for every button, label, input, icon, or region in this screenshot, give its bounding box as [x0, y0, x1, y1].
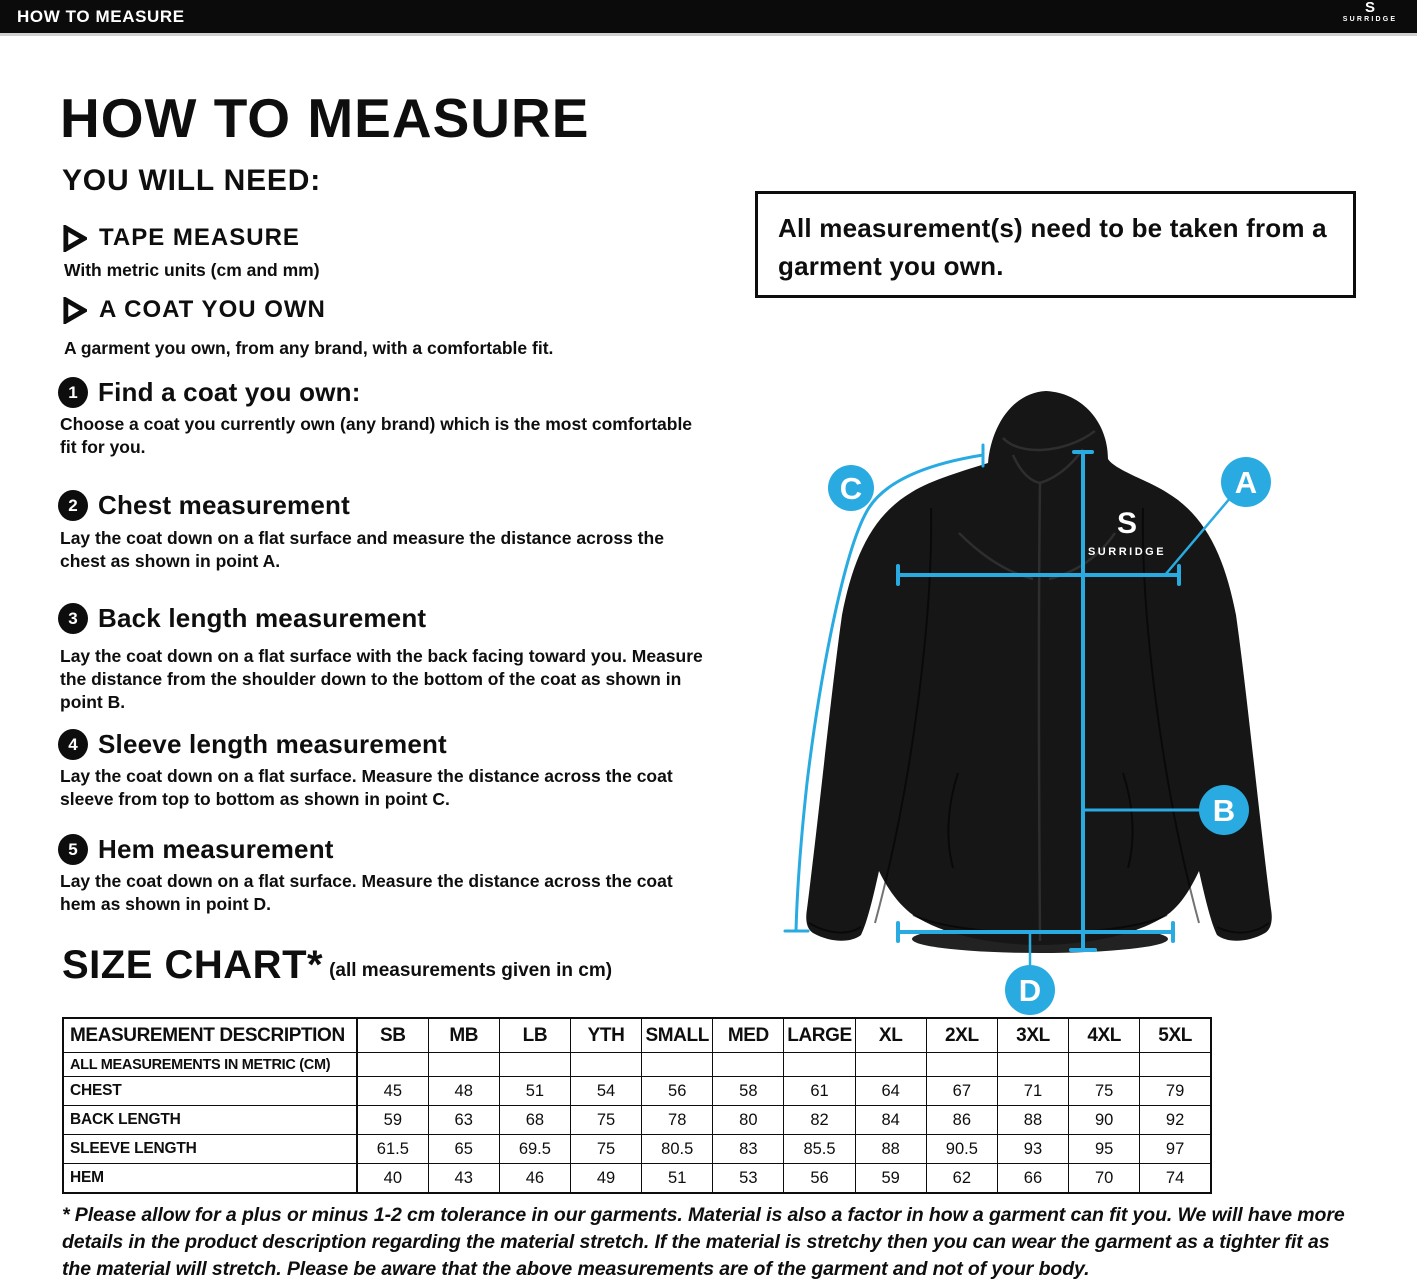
table-cell: 80: [713, 1106, 784, 1135]
need-label: TAPE MEASURE: [99, 224, 300, 251]
topbar: [0, 0, 1417, 36]
surridge-logo: [1335, 1, 1405, 24]
step-1: [58, 377, 361, 408]
table-cell: [713, 1053, 784, 1077]
table-header-cell: 5XL: [1140, 1018, 1211, 1053]
table-header-cell: 4XL: [1069, 1018, 1140, 1053]
table-cell: 45: [357, 1077, 428, 1106]
svg-text:B: B: [1212, 793, 1236, 828]
table-row: [63, 1106, 1211, 1135]
table-cell: [784, 1053, 855, 1077]
step-2: [58, 490, 350, 521]
table-header-cell: XL: [855, 1018, 926, 1053]
table-cell: 61: [784, 1077, 855, 1106]
table-header-cell: MED: [713, 1018, 784, 1053]
step-number-badge: 2: [58, 490, 88, 521]
table-cell: 92: [1140, 1106, 1211, 1135]
play-triangle-icon: [62, 297, 87, 324]
table-header-cell: LARGE: [784, 1018, 855, 1053]
table-header-cell: MEASUREMENT DESCRIPTION: [63, 1018, 357, 1053]
table-row: [63, 1077, 1211, 1106]
size-chart-title: SIZE CHART*: [62, 943, 324, 987]
size-chart-subtitle: (all measurements given in cm): [329, 960, 613, 981]
need-item-tape-measure: [62, 224, 300, 252]
table-cell: 85.5: [784, 1135, 855, 1164]
table-cell: 70: [1069, 1164, 1140, 1194]
table-cell: 71: [997, 1077, 1068, 1106]
table-cell: 54: [570, 1077, 641, 1106]
step-body: Choose a coat you currently own (any brand) which is the most comfortable fit for you.: [60, 414, 693, 457]
step-body: Lay the coat down on a flat surface and measure the distance across the chest as shown in point A.: [60, 528, 664, 571]
table-row-label: BACK LENGTH: [63, 1106, 357, 1135]
topbar-title: HOW TO MEASURE: [17, 7, 185, 26]
table-cell: 78: [642, 1106, 713, 1135]
table-cell: [997, 1053, 1068, 1077]
table-cell: 75: [570, 1135, 641, 1164]
callout-c-badge: [828, 465, 874, 511]
footnote: * Please allow for a plus or minus 1-2 cm tolerance in our garments. Material is also a factor in how a garment can fit you. We will have more details in the product description regarding the material stretch. If the material is stretchy then you can wear the garment as a tighter fit as the material will stretch. Please be aware that the above measurements are of the garment and not of your body.: [62, 1204, 1345, 1280]
table-cell: 79: [1140, 1077, 1211, 1106]
surridge-wordmark: SURRIDGE: [1087, 546, 1167, 558]
note-box: All measurement(s) need to be taken from a garment you own.: [755, 191, 1356, 298]
table-cell: 88: [855, 1135, 926, 1164]
table-row-label: SLEEVE LENGTH: [63, 1135, 357, 1164]
table-cell: 58: [713, 1077, 784, 1106]
table-row-label: HEM: [63, 1164, 357, 1194]
table-cell: 48: [428, 1077, 499, 1106]
jacket-figure: [763, 383, 1311, 1015]
table-cell: 67: [926, 1077, 997, 1106]
table-cell: [855, 1053, 926, 1077]
table-header-cell: LB: [499, 1018, 570, 1053]
table-cell: 64: [855, 1077, 926, 1106]
table-cell: 43: [428, 1164, 499, 1194]
table-header-cell: SB: [357, 1018, 428, 1053]
table-cell: 86: [926, 1106, 997, 1135]
table-cell: [642, 1053, 713, 1077]
table-cell: 51: [642, 1164, 713, 1194]
table-cell: 84: [855, 1106, 926, 1135]
step-5: [58, 834, 334, 865]
table-cell: [570, 1053, 641, 1077]
table-cell: 75: [570, 1106, 641, 1135]
table-header-cell: MB: [428, 1018, 499, 1053]
table-row-label: CHEST: [63, 1077, 357, 1106]
svg-text:A: A: [1234, 465, 1258, 500]
table-cell: 68: [499, 1106, 570, 1135]
page-title: HOW TO MEASURE: [60, 87, 590, 149]
step-4: [58, 729, 447, 760]
table-cell: 95: [1069, 1135, 1140, 1164]
step-title: Hem measurement: [98, 834, 334, 864]
table-cell: 53: [713, 1164, 784, 1194]
step-body: Lay the coat down on a flat surface. Measure the distance across the coat hem as shown in point D.: [60, 871, 673, 914]
table-header-cell: 2XL: [926, 1018, 997, 1053]
need-label: A COAT YOU OWN: [99, 296, 326, 323]
size-table: [62, 1017, 1212, 1194]
table-cell: 63: [428, 1106, 499, 1135]
table-cell: [428, 1053, 499, 1077]
step-body: Lay the coat down on a flat surface. Measure the distance across the coat sleeve from top to bottom as shown in point C.: [60, 766, 673, 809]
table-header-cell: SMALL: [642, 1018, 713, 1053]
step-number-badge: 3: [58, 603, 88, 634]
table-cell: 56: [784, 1164, 855, 1194]
table-cell: 80.5: [642, 1135, 713, 1164]
table-cell: 46: [499, 1164, 570, 1194]
step-number-badge: 5: [58, 834, 88, 865]
svg-text:D: D: [1018, 973, 1042, 1008]
callout-b-badge: [1199, 785, 1249, 835]
need-desc: A garment you own, from any brand, with a comfortable fit.: [64, 338, 554, 358]
table-cell: 49: [570, 1164, 641, 1194]
table-cell: 69.5: [499, 1135, 570, 1164]
step-number-badge: 4: [58, 729, 88, 760]
table-row-label: ALL MEASUREMENTS IN METRIC (CM): [63, 1053, 357, 1077]
table-row: [63, 1135, 1211, 1164]
table-header-cell: 3XL: [997, 1018, 1068, 1053]
table-cell: 59: [357, 1106, 428, 1135]
step-title: Find a coat you own:: [98, 377, 361, 407]
step-title: Back length measurement: [98, 603, 427, 633]
table-cell: 75: [1069, 1077, 1140, 1106]
step-number-badge: 1: [58, 377, 88, 408]
surridge-s-icon: S: [1116, 507, 1138, 540]
table-cell: 82: [784, 1106, 855, 1135]
callout-d-badge: [1005, 965, 1055, 1015]
need-item-coat: [62, 296, 326, 324]
play-triangle-icon: [62, 225, 87, 252]
table-header-cell: YTH: [570, 1018, 641, 1053]
table-cell: 83: [713, 1135, 784, 1164]
step-title: Chest measurement: [98, 490, 350, 520]
table-cell: 97: [1140, 1135, 1211, 1164]
table-cell: [499, 1053, 570, 1077]
table-row: [63, 1053, 1211, 1077]
step-3: [58, 603, 426, 634]
surridge-s-icon: S: [1364, 0, 1375, 16]
table-header-row: [63, 1018, 1211, 1053]
table-cell: [1069, 1053, 1140, 1077]
table-cell: 61.5: [357, 1135, 428, 1164]
you-will-need-heading: YOU WILL NEED:: [62, 164, 321, 197]
table-cell: [1140, 1053, 1211, 1077]
table-row: [63, 1164, 1211, 1194]
table-cell: 93: [997, 1135, 1068, 1164]
table-cell: 66: [997, 1164, 1068, 1194]
table-cell: 88: [997, 1106, 1068, 1135]
table-cell: 62: [926, 1164, 997, 1194]
table-cell: 90.5: [926, 1135, 997, 1164]
table-cell: 74: [1140, 1164, 1211, 1194]
table-cell: 59: [855, 1164, 926, 1194]
table-cell: [926, 1053, 997, 1077]
table-cell: 51: [499, 1077, 570, 1106]
table-cell: 65: [428, 1135, 499, 1164]
table-cell: 40: [357, 1164, 428, 1194]
step-body: Lay the coat down on a flat surface with the back facing toward you. Measure the distance from the shoulder down to the bottom of the coat as shown in point B.: [60, 646, 703, 712]
table-cell: [357, 1053, 428, 1077]
need-desc: With metric units (cm and mm): [64, 260, 320, 280]
size-chart-heading: [62, 945, 612, 985]
callout-a-badge: [1221, 457, 1271, 507]
step-title: Sleeve length measurement: [98, 729, 447, 759]
surridge-wordmark: SURRIDGE: [1342, 16, 1398, 23]
svg-text:C: C: [839, 471, 863, 506]
table-cell: 56: [642, 1077, 713, 1106]
table-cell: 90: [1069, 1106, 1140, 1135]
